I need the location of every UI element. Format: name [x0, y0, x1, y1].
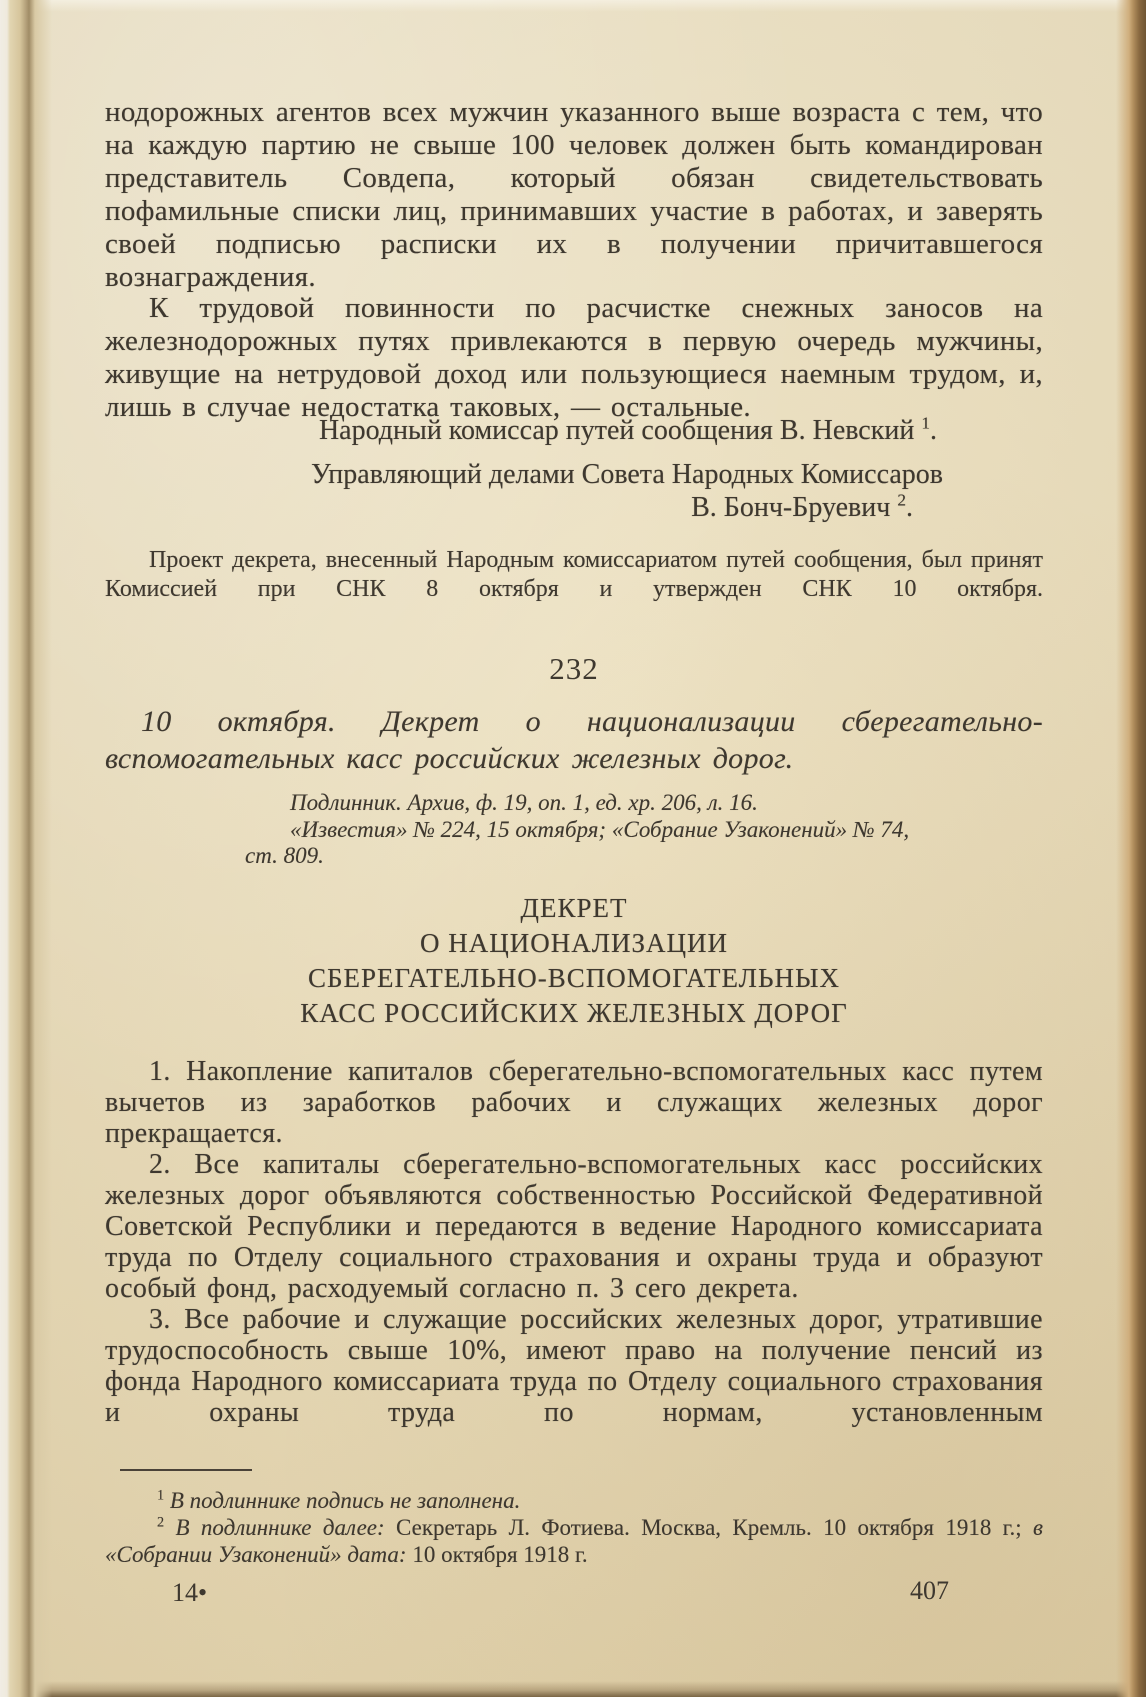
right-page-edge: [1116, 0, 1146, 1697]
signature-manager-period: .: [906, 492, 913, 523]
footnote-2-roman-2: 10 октября 1918 г.: [412, 1542, 588, 1567]
continuation-paragraph-1: [105, 96, 1043, 294]
source-line-1: Подлинник. Архив, ф. 19, оп. 1, ед. хр. 206, л. 16.: [290, 790, 758, 815]
entry-heading: [105, 703, 1043, 777]
signature-manager-name-text: В. Бонч-Бруевич: [691, 492, 898, 523]
footnote-ref-2: 2: [897, 490, 906, 510]
signature-commissar-period: .: [930, 415, 937, 446]
entry-heading-text: 10 октября. Декрет о национализации сберегательно-вспомогательных касс российских железных дорог.: [105, 705, 1043, 775]
source-reference: [105, 790, 1043, 870]
continuation-paragraph-2: [105, 292, 1043, 424]
source-line-3: ст. 809.: [245, 843, 324, 868]
footnote-1-text: В подлиннике подпись не заполнена.: [164, 1488, 521, 1513]
footnote-2-italic-lead: В подлиннике далее:: [164, 1515, 397, 1540]
footnote-2-italic-2: в «Собрании Узаконений» дата:: [105, 1515, 1044, 1567]
source-line-2: «Известия» № 224, 15 октября; «Собрание Узаконений» № 74,: [290, 816, 910, 842]
continuation-paragraph-1-text: нодорожных агентов всех мужчин указанного выше возраста с тем, что на каждую партию не свыше 100 человек должен быть командирован представитель Совдепа, который обязан свидетельствовать пофамильные списки лиц, принимавших участие в работах, и заверять своей подписью расписки их в получении причитавшегося вознаграждения.: [105, 96, 1043, 293]
bottom-page-edge: [0, 1681, 1146, 1697]
editorial-note: [105, 546, 1043, 604]
signature-manager-name: [105, 491, 1043, 524]
decree-paragraph-2: 2. Все капиталы сберегательно-вспомогательных касс российских железных дорог объявляются собственностью Российской Федеративной Советской Республики и передаются в ведение Народного комиссариата труда по Отделу социального страхования и охраны труда и образуют особый фонд, расходуемый согласно п. 3 сего декрета.: [105, 1149, 1043, 1304]
left-binding-edge: [0, 0, 52, 1697]
footnote-1: [105, 1487, 1043, 1514]
page-number: 407: [910, 1576, 949, 1605]
decree-title-line-3: СБЕРЕГАТЕЛЬНО-ВСПОМОГАТЕЛЬНЫХ: [307, 963, 841, 993]
footnote-2-roman-1: Секретарь Л. Фотиева. Москва, Кремль. 10 октября 1918 г.;: [396, 1515, 1034, 1540]
decree-paragraph-1: 1. Накопление капиталов сберегательно-вспомогательных касс путем вычетов из заработков рабочих и служащих железных дорог прекращается.: [105, 1056, 1043, 1149]
signature-line-commissar: [105, 414, 1043, 447]
decree-title-line-2: О НАЦИОНАЛИЗАЦИИ: [419, 928, 729, 958]
decree-body: [105, 1056, 1043, 1428]
decree-title-line-4: КАСС РОССИЙСКИХ ЖЕЛЕЗНЫХ ДОРОГ: [300, 998, 848, 1028]
signature-commissar-text: Народный комиссар путей сообщения В. Невский: [318, 415, 922, 446]
entry-number: 232: [549, 651, 599, 686]
footnote-rule: [120, 1469, 252, 1471]
continuation-paragraph-2-text: К трудовой повинности по расчистке снежных заносов на железнодорожных путях привлекаются в первую очередь мужчины, живущие на нетрудовой доход или пользующиеся наемным трудом, и, лишь в случае недостатка таковых, — остальные.: [105, 292, 1043, 423]
footnote-2: [105, 1514, 1043, 1568]
signature-manager-title: Управляющий делами Совета Народных Комиссаров: [310, 459, 943, 490]
footnote-ref-1: 1: [921, 413, 930, 433]
printer-signature-mark: 14•: [172, 1578, 208, 1607]
decree-title-line-1: ДЕКРЕТ: [520, 893, 628, 923]
footnote-2-marker: 2: [157, 1514, 165, 1531]
decree-title: [105, 891, 1043, 1031]
footnote-1-marker: 1: [157, 1487, 165, 1504]
top-page-edge: [0, 0, 1146, 12]
signature-block-manager: [105, 458, 1043, 524]
editorial-note-text: Проект декрета, внесенный Народным комиссариатом путей сообщения, был принят Комиссией при СНК 8 октября и утвержден СНК 10 октября.: [105, 547, 1043, 602]
footnotes: [105, 1487, 1043, 1568]
decree-paragraph-3: 3. Все рабочие и служащие российских железных дорог, утратившие трудоспособность свыше 10%, имеют право на получение пенсий из фонда Народного комиссариата труда по Отделу социального страхования и охраны труда по нормам, установленным: [105, 1304, 1043, 1428]
